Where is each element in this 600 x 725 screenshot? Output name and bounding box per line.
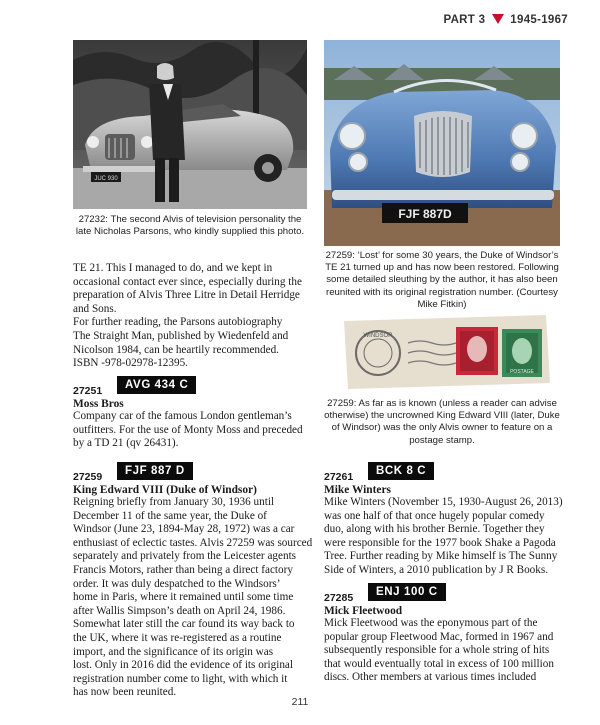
photo-postage-stamp <box>340 313 552 392</box>
body-line: duo, along with his brother Bernie. Together they <box>324 523 545 536</box>
entry-27259 <box>73 462 313 700</box>
entry-number: 27261 <box>324 471 354 483</box>
body-line: Francis Motors, rather than being a direct factory <box>73 563 293 576</box>
part-label: PART 3 <box>443 14 486 26</box>
entry-27285 <box>324 583 564 685</box>
body-line: lost. Only in 2016 did the evidence of its original <box>73 659 293 672</box>
body-line: preparation of Alvis Three Litre in Detail Herridge <box>73 289 300 302</box>
body-line: Company car of the famous London gentleman’s <box>73 410 292 422</box>
caption-27232: 27232: The second Alvis of television personality the late Nicholas Parsons, who kindly supplied this photo. <box>75 214 305 238</box>
body-line: registration number come to light, with which it <box>73 672 288 685</box>
page-number: 211 <box>291 696 309 708</box>
body-line: ISBN -978-02978-12395. <box>73 357 188 370</box>
entry-number: 27259 <box>73 471 103 483</box>
body-line: Windsor (June 23, 1894-May 28, 1972) was a car <box>73 523 295 536</box>
entry-name: Mike Winters <box>324 484 391 496</box>
body-line: order. It was duly despatched to the Windsors’ <box>73 577 281 590</box>
body-line: home in Paris, where it remained until some time <box>73 591 294 604</box>
registration-plate: AVG 434 C <box>117 376 196 394</box>
body-line: enthusiast of eclectic tastes. Alvis 27259 was sourced <box>73 536 313 549</box>
entry-27251 <box>73 376 313 451</box>
body-line: has now been reunited. <box>73 686 177 699</box>
registration-plate: FJF 887 D <box>117 462 193 480</box>
body-line: Nicolson 1984, can be heartily recommended. <box>73 343 279 356</box>
body-line: import, and the significance of its origin was <box>73 645 274 658</box>
body-line: after Wallis Simpson’s death on April 24, 1986. <box>73 604 286 617</box>
entry-number: 27285 <box>324 592 354 604</box>
body-line: and Sons. <box>73 302 117 315</box>
registration-plate: BCK 8 C <box>368 462 434 480</box>
body-line: Mike Winters (November 15, 1930-August 26, 2013) <box>324 496 563 508</box>
body-line: Somewhat later still the car found its way back to <box>73 618 295 631</box>
red-triangle-icon <box>492 14 504 24</box>
entry-27261 <box>324 462 564 578</box>
body-line: discs. Other members at various times included <box>324 671 537 684</box>
entry-name: King Edward VIII (Duke of Windsor) <box>73 484 257 496</box>
body-line: TE 21. This I managed to do, and we kept in <box>73 262 273 274</box>
body-line: Tree. Further reading by Mike himself is The Sunny <box>324 550 558 563</box>
body-line: December 11 of the same year, the Duke of <box>73 509 267 522</box>
photo-nicholas-parsons-alvis <box>73 40 307 209</box>
year-range: 1945-1967 <box>510 14 568 26</box>
body-line: outfitters. For the use of Monty Moss and preceded <box>73 423 303 436</box>
body-line: the UK, where it was re-registered as a routine <box>73 631 282 644</box>
body-line: Reigning briefly from January 30, 1936 until <box>73 496 275 508</box>
body-line: popular group Fleetwood Mac, formed in 1967 and <box>324 630 554 643</box>
caption-27259-car: 27259: ‘Lost’ for some 30 years, the Duke of Windsor’s TE 21 turned up and has now been restored. Following some detailed sleuthing by the author, it has also been reunited with its original registration number. (Courtesy Mike Fitkin) <box>325 250 559 310</box>
car-plate-text: JUC 930 <box>94 176 118 182</box>
body-line: separately and privately from the Leicester agents <box>73 550 297 563</box>
body-line: subsequently responsible for a whole string of hits <box>324 644 550 657</box>
entry-name: Mick Fleetwood <box>324 605 403 617</box>
body-line: was one half of that once hugely popular comedy <box>324 509 545 522</box>
entry-name: Moss Bros <box>73 398 124 410</box>
body-line: Side of Winters, a 2010 publication by J R Books. <box>324 563 549 576</box>
car-plate-text: FJF 887D <box>398 207 452 221</box>
postmark-text: WINDSOR <box>363 333 393 339</box>
stamp-label-text: POSTAGE <box>510 369 534 375</box>
body-line: that would eventually total in excess of 100 million <box>324 657 554 670</box>
body-line: Mick Fleetwood was the eponymous part of the <box>324 617 538 629</box>
caption-27259-stamp: 27259: As far as is known (unless a reader can advise otherwise) the uncrowned King Edward VIII (later, Duke of Windsor) was the only Alvis owner to feature on a postage stamp. <box>324 398 560 446</box>
photo-duke-of-windsor-alvis <box>324 40 560 246</box>
body-line: by a TD 21 (qv 26431). <box>73 437 179 450</box>
body-line: occasional contact ever since, especially during the <box>73 275 302 288</box>
registration-plate: ENJ 100 C <box>368 583 446 601</box>
body-line: were responsible for the 1977 book Shake a Pagoda <box>324 536 556 549</box>
entry-number: 27251 <box>73 385 103 397</box>
running-header <box>443 14 568 26</box>
intro-paragraph <box>73 262 313 371</box>
body-line: The Straight Man, published by Wiedenfeld and <box>73 329 289 342</box>
body-line: For further reading, the Parsons autobiography <box>73 316 283 329</box>
